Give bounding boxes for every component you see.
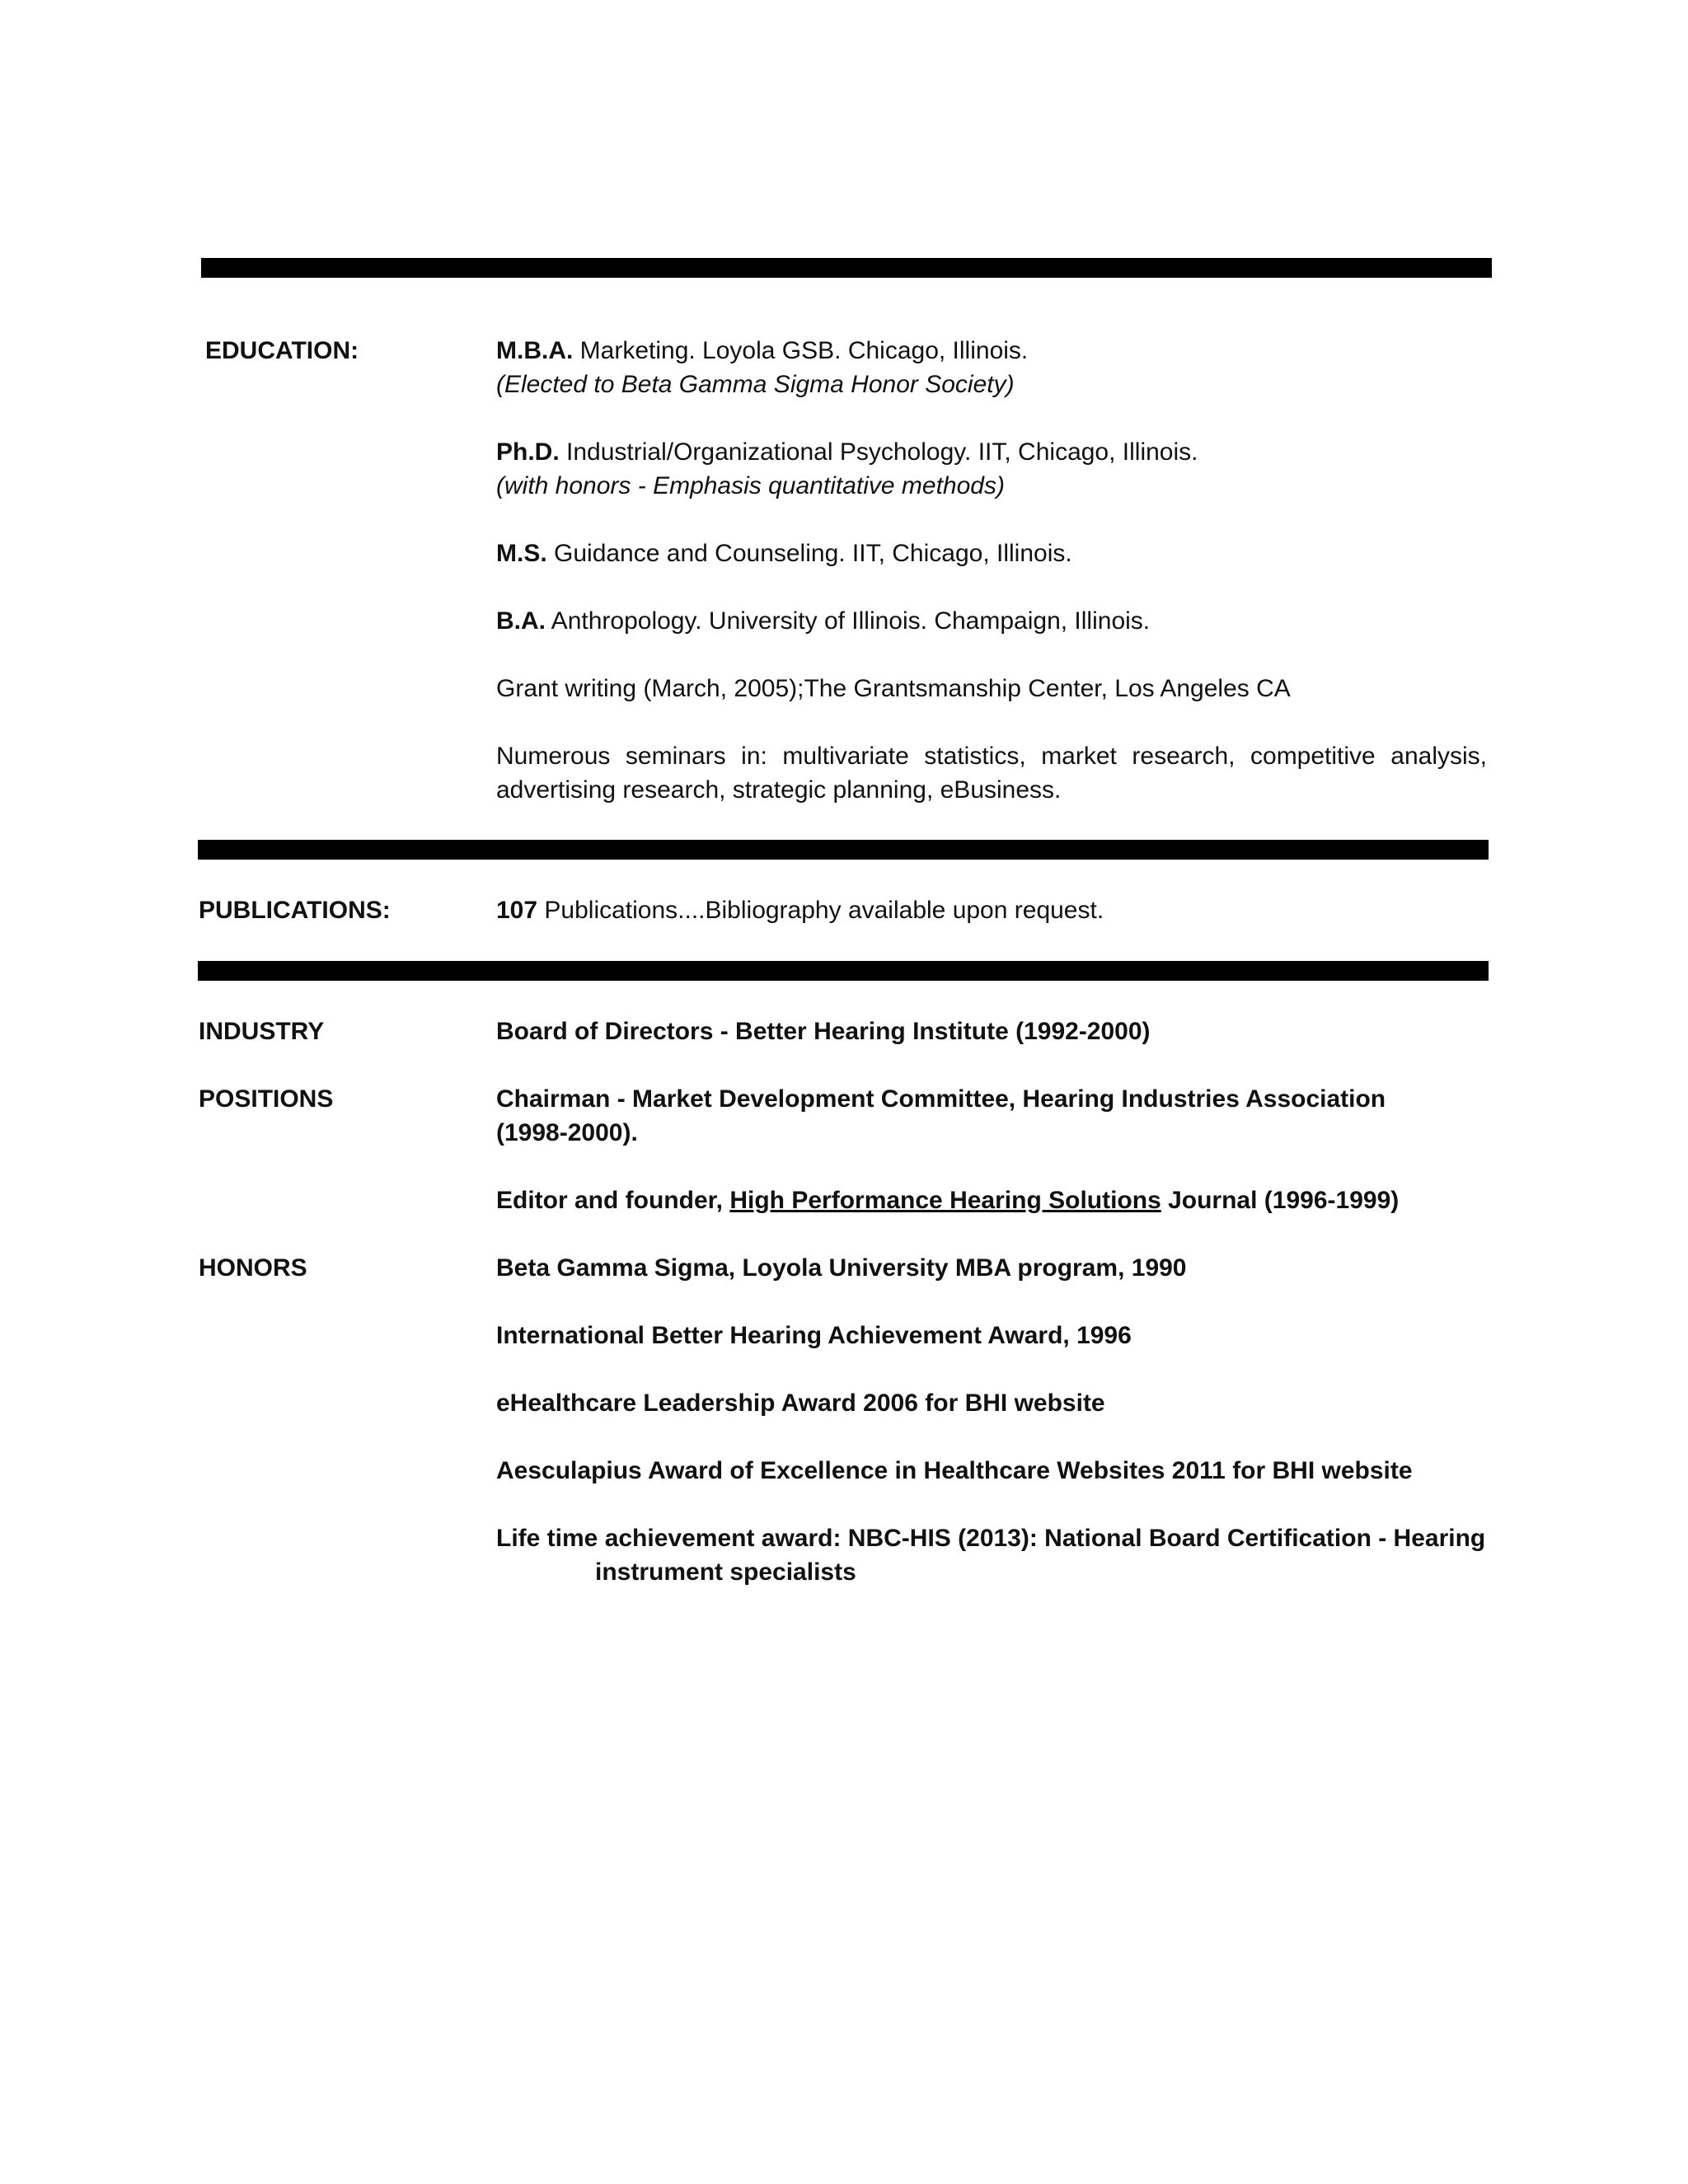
education-mba (496, 334, 1028, 368)
education-mba-note: (Elected to Beta Gamma Sigma Honor Society) (496, 371, 1015, 398)
education-grant-writing: Grant writing (March, 2005);The Grantsmanship Center, Los Angeles CA (496, 675, 1291, 702)
mba-degree: M.B.A. (496, 337, 574, 364)
publications-count: 107 (496, 897, 538, 924)
section-divider-publications (198, 961, 1489, 981)
education-label: EDUCATION: (205, 337, 359, 364)
section-divider-top (201, 258, 1492, 278)
industry-item-chairman-line2: (1998-2000). (496, 1119, 638, 1146)
ms-degree: M.S. (496, 540, 547, 567)
mba-text: Marketing. Loyola GSB. Chicago, Illinois. (573, 337, 1029, 364)
ba-degree: B.A. (496, 607, 546, 635)
section-divider-education (198, 840, 1489, 860)
honors-item-lifetime-line1: Life time achievement award: NBC-HIS (2013): National Board Certification - Hearing (496, 1525, 1486, 1552)
honors-item: International Better Hearing Achievement Award, 1996 (496, 1322, 1132, 1349)
publications-label: PUBLICATIONS: (199, 897, 391, 924)
education-seminars-line1: Numerous seminars in: multivariate statistics, market research, competitive analysis, (496, 743, 1487, 770)
education-ba (496, 604, 1150, 638)
education-phd-note: (with honors - Emphasis quantitative methods) (496, 472, 1005, 499)
ms-text: Guidance and Counseling. IIT, Chicago, Illinois. (546, 540, 1072, 567)
honors-item: Aesculapius Award of Excellence in Healthcare Websites 2011 for BHI website (496, 1457, 1413, 1484)
education-seminars-line2: advertising research, strategic planning, eBusiness. (496, 776, 1062, 804)
ba-text: Anthropology. University of Illinois. Champaign, Illinois. (546, 607, 1151, 635)
industry-item-chairman-line1: Chairman - Market Development Committee, Hearing Industries Association (496, 1085, 1386, 1113)
journal-title: High Performance Hearing Solutions (729, 1187, 1161, 1214)
publications-description: Publications....Bibliography available upon request. (537, 897, 1104, 924)
honors-item-lifetime-line2: instrument specialists (595, 1558, 856, 1586)
positions-label: POSITIONS (199, 1085, 334, 1113)
honors-item: Beta Gamma Sigma, Loyola University MBA program, 1990 (496, 1254, 1187, 1282)
industry-item-editor (496, 1183, 1399, 1217)
industry-item-board: Board of Directors - Better Hearing Institute (1992-2000) (496, 1018, 1151, 1045)
industry-label: INDUSTRY (199, 1018, 325, 1045)
education-phd (496, 435, 1198, 469)
publications-text (496, 893, 1104, 927)
phd-text: Industrial/Organizational Psychology. IIT, Chicago, Illinois. (559, 438, 1198, 466)
honors-item: eHealthcare Leadership Award 2006 for BHI website (496, 1390, 1105, 1417)
editor-prefix: Editor and founder, (496, 1187, 730, 1214)
editor-suffix: Journal (1996-1999) (1160, 1187, 1400, 1214)
phd-degree: Ph.D. (496, 438, 560, 466)
honors-label: HONORS (199, 1254, 307, 1282)
education-ms (496, 537, 1072, 570)
